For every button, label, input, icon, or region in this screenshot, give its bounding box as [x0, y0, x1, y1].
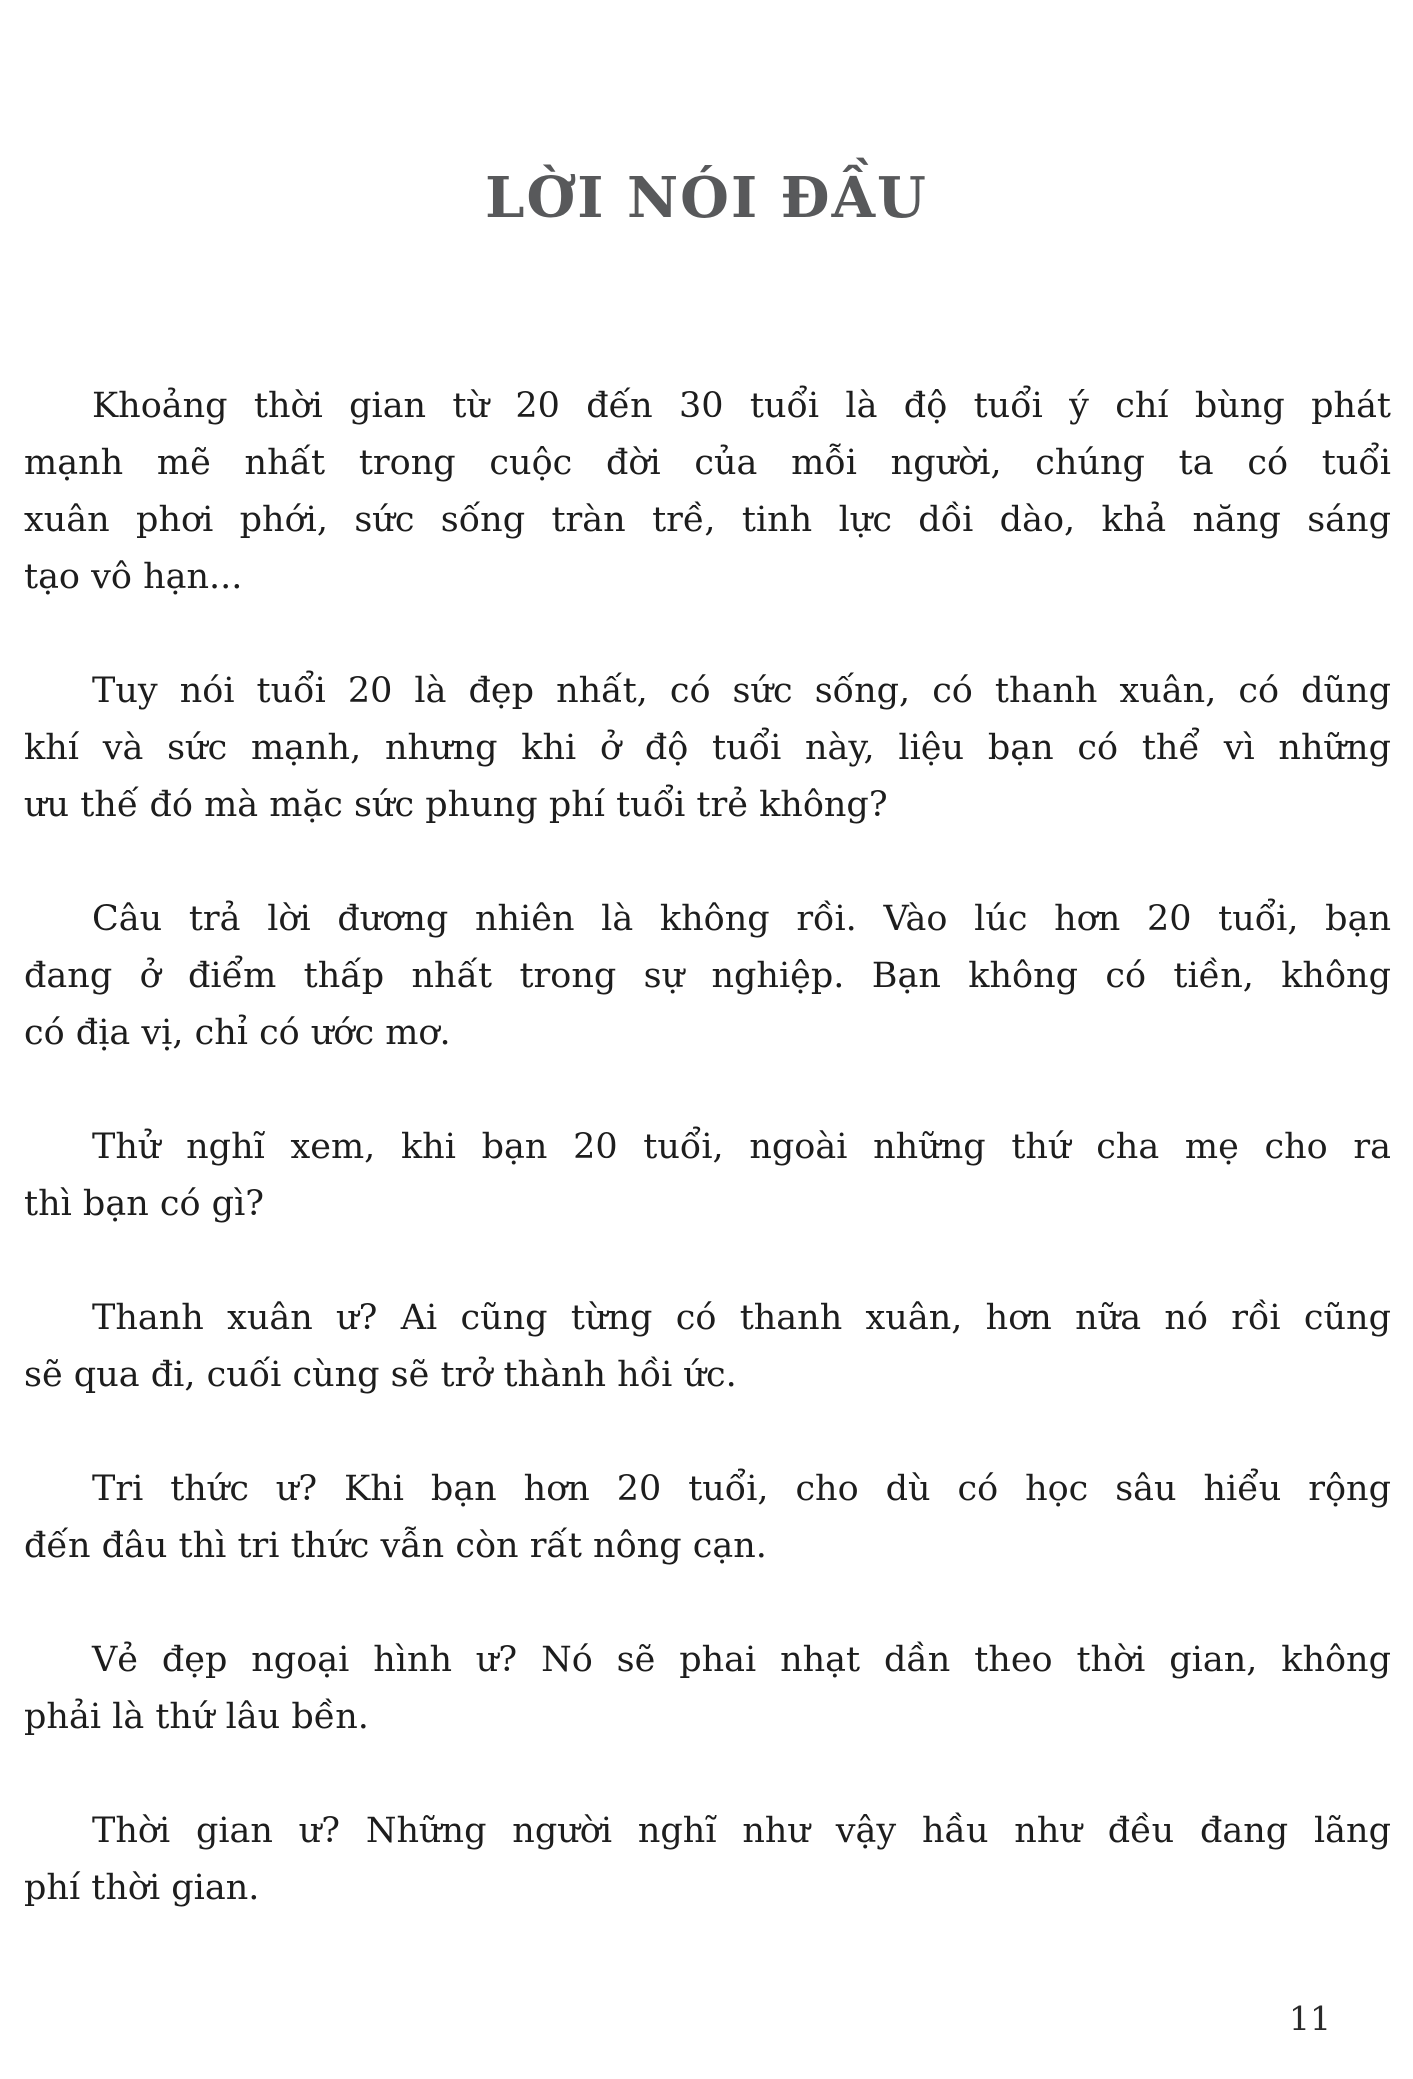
text-line: Tri thức ư? Khi bạn hơn 20 tuổi, cho dù có học sâu hiểu rộng	[92, 1468, 1391, 1509]
paragraph-7	[24, 1632, 1391, 1746]
paragraph-2	[24, 663, 1391, 834]
paragraph-5	[24, 1290, 1391, 1404]
text-line: Thử nghĩ xem, khi bạn 20 tuổi, ngoài những thứ cha mẹ cho ra	[92, 1126, 1391, 1167]
paragraph-6	[24, 1461, 1391, 1575]
text-line: mạnh mẽ nhất trong cuộc đời của mỗi người, chúng ta có tuổi	[24, 442, 1391, 483]
text-line: Vẻ đẹp ngoại hình ư? Nó sẽ phai nhạt dần theo thời gian, không	[92, 1639, 1391, 1680]
text-line: Khoảng thời gian từ 20 đến 30 tuổi là độ tuổi ý chí bùng phát	[92, 385, 1391, 426]
text-line: sẽ qua đi, cuối cùng sẽ trở thành hồi ức.	[24, 1354, 737, 1395]
text-line: khí và sức mạnh, nhưng khi ở độ tuổi này, liệu bạn có thể vì những	[24, 727, 1391, 768]
paragraph-8	[24, 1803, 1391, 1917]
paragraph-4	[24, 1119, 1391, 1233]
text-line: thì bạn có gì?	[24, 1183, 265, 1224]
text-line: phí thời gian.	[24, 1867, 260, 1908]
text-line: đang ở điểm thấp nhất trong sự nghiệp. Bạn không có tiền, không	[24, 955, 1391, 996]
text-line: Thời gian ư? Những người nghĩ như vậy hầu như đều đang lãng	[92, 1810, 1391, 1851]
text-line: phải là thứ lâu bền.	[24, 1696, 369, 1737]
text-line: ưu thế đó mà mặc sức phung phí tuổi trẻ không?	[24, 784, 888, 825]
page-title: LỜI NÓI ĐẦU	[485, 165, 928, 231]
text-line: Thanh xuân ư? Ai cũng từng có thanh xuân, hơn nữa nó rồi cũng	[92, 1297, 1391, 1338]
page-number: 11	[1289, 1999, 1331, 2038]
paragraph-1	[24, 378, 1391, 606]
text-line: Tuy nói tuổi 20 là đẹp nhất, có sức sống, có thanh xuân, có dũng	[92, 670, 1391, 711]
text-line: xuân phơi phới, sức sống tràn trề, tinh lực dồi dào, khả năng sáng	[24, 499, 1391, 540]
text-line: tạo vô hạn...	[24, 556, 243, 597]
text-line: đến đâu thì tri thức vẫn còn rất nông cạn.	[24, 1525, 767, 1566]
page-content	[0, 378, 1413, 1917]
text-line: Câu trả lời đương nhiên là không rồi. Vào lúc hơn 20 tuổi, bạn	[92, 898, 1391, 939]
paragraph-3	[24, 891, 1391, 1062]
text-line: có địa vị, chỉ có ước mơ.	[24, 1012, 451, 1053]
